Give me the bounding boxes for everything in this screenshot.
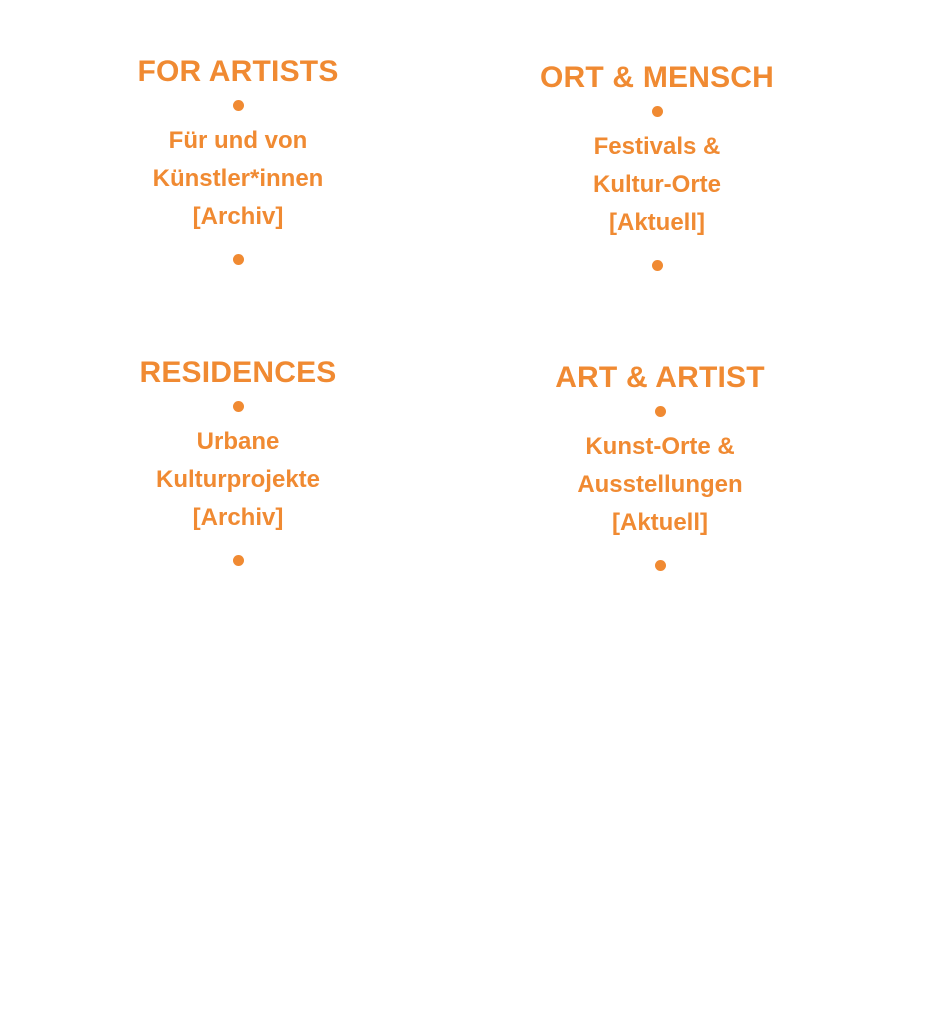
block-subtitle-line[interactable]: Ausstellungen xyxy=(577,471,743,498)
block-title[interactable]: ORT & MENSCH xyxy=(539,61,775,94)
block-subtitle-line[interactable]: Für und von xyxy=(168,127,308,154)
block-subtitle-line[interactable]: Urbane xyxy=(196,428,280,455)
bullet-dot-icon xyxy=(233,555,244,566)
block-title[interactable]: ART & ARTIST xyxy=(555,361,765,394)
block-status-label[interactable]: [Aktuell] xyxy=(609,209,705,236)
block-subtitle-line[interactable]: Künstler*innen xyxy=(152,165,324,192)
block-title[interactable]: RESIDENCES xyxy=(139,356,337,389)
bullet-dot-icon xyxy=(655,560,666,571)
block-title[interactable]: FOR ARTISTS xyxy=(137,55,339,88)
bullet-dot-icon xyxy=(655,406,666,417)
bullet-dot-icon xyxy=(652,106,663,117)
nav-block-for-artists[interactable] xyxy=(88,54,388,265)
block-status-label[interactable]: [Archiv] xyxy=(192,203,284,230)
block-subtitle-line[interactable]: Kulturprojekte xyxy=(155,466,320,493)
block-subtitle-line[interactable]: Festivals & xyxy=(593,133,721,160)
bullet-dot-icon xyxy=(233,401,244,412)
block-status-label[interactable]: [Aktuell] xyxy=(612,509,708,536)
block-status-label[interactable]: [Archiv] xyxy=(192,504,284,531)
nav-block-ort-mensch[interactable] xyxy=(507,60,807,271)
bullet-dot-icon xyxy=(233,100,244,111)
nav-block-residences[interactable] xyxy=(88,355,388,566)
block-subtitle-line[interactable]: Kunst-Orte & xyxy=(585,433,735,460)
bullet-dot-icon xyxy=(233,254,244,265)
bullet-dot-icon xyxy=(652,260,663,271)
block-subtitle-line[interactable]: Kultur-Orte xyxy=(593,171,721,198)
nav-block-art-artist[interactable] xyxy=(510,360,810,571)
